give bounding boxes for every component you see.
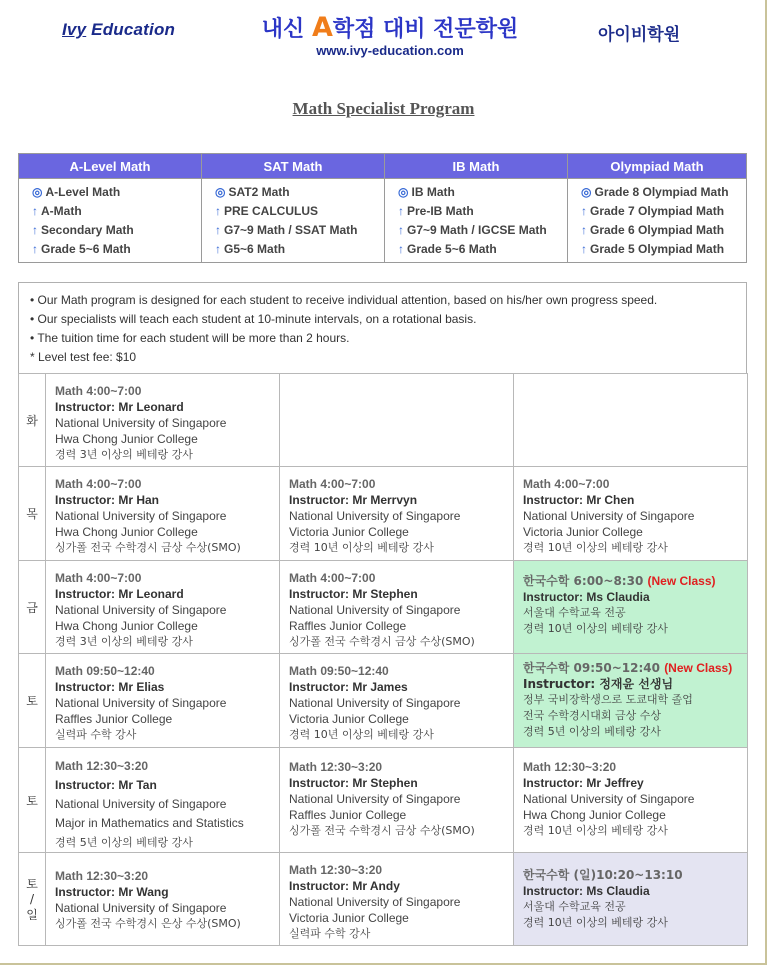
instructor-detail: 전국 수학경시대회 금상 수상 bbox=[523, 709, 662, 722]
instructor-detail: Hwa Chong Junior College bbox=[523, 808, 666, 822]
class-time: Math 09:50~12:40 bbox=[55, 664, 155, 678]
instructor-detail: 경력 5년 이상의 베테랑 강사 bbox=[55, 836, 193, 849]
class-time: 한국수학 6:00~8:30 bbox=[523, 574, 648, 588]
logo-education-text: Education bbox=[86, 20, 176, 39]
instructor-name: Instructor: Ms Claudia bbox=[523, 590, 650, 604]
level-item-label: Grade 5 Olympiad Math bbox=[590, 242, 725, 256]
instructor-detail: 실력파 수학 강사 bbox=[289, 927, 371, 940]
level-item-label: Secondary Math bbox=[41, 223, 134, 237]
arrow-up-icon: ↑ bbox=[398, 223, 404, 237]
instructor-detail: National University of Singapore bbox=[55, 696, 227, 710]
headline-a-grade: A bbox=[311, 12, 333, 43]
instructor-name: Instructor: Mr Merrvyn bbox=[289, 493, 418, 507]
levels-header-ib: IB Math bbox=[385, 154, 568, 179]
logo-ivy-text: Ivy bbox=[62, 20, 87, 39]
arrow-up-icon: ↑ bbox=[215, 204, 221, 218]
class-cell bbox=[280, 467, 514, 561]
instructor-detail: National University of Singapore bbox=[55, 797, 227, 811]
instructor-name: Instructor: Ms Claudia bbox=[523, 884, 650, 898]
class-cell bbox=[46, 561, 280, 654]
class-time: Math 4:00~7:00 bbox=[289, 571, 376, 585]
levels-header-row bbox=[19, 154, 747, 179]
instructor-detail: Hwa Chong Junior College bbox=[55, 619, 198, 633]
level-item bbox=[398, 221, 567, 240]
day-label bbox=[19, 853, 46, 946]
levels-header-olympiad: Olympiad Math bbox=[568, 154, 747, 179]
instructor-detail: National University of Singapore bbox=[289, 603, 461, 617]
level-item bbox=[581, 202, 746, 221]
instructor-detail: National University of Singapore bbox=[55, 901, 227, 915]
instructor-detail: 싱가폴 전국 수학경시 금상 수상(SMO) bbox=[289, 824, 475, 837]
instructor-detail: Victoria Junior College bbox=[289, 911, 409, 925]
day-label: 토 bbox=[19, 748, 46, 853]
arrow-up-icon: ↑ bbox=[215, 223, 221, 237]
level-item bbox=[581, 221, 746, 240]
instructor-detail: 경력 10년 이상의 베테랑 강사 bbox=[523, 916, 668, 929]
instructor-detail: 경력 3년 이상의 베테랑 강사 bbox=[55, 635, 193, 648]
day-label: 토 bbox=[19, 654, 46, 748]
instructor-detail: Hwa Chong Junior College bbox=[55, 432, 198, 446]
arrow-up-icon: ↑ bbox=[398, 242, 404, 256]
instructor-detail: National University of Singapore bbox=[289, 895, 461, 909]
day-label-sun: 일 bbox=[26, 908, 38, 922]
class-time: Math 4:00~7:00 bbox=[289, 477, 376, 491]
class-time: Math 12:30~3:20 bbox=[289, 760, 383, 774]
level-item bbox=[215, 221, 384, 240]
level-item-label: A-Math bbox=[41, 204, 82, 218]
new-class-badge: (New Class) bbox=[664, 661, 733, 675]
schedule-row bbox=[19, 654, 748, 748]
instructor-detail: 실력파 수학 강사 bbox=[55, 728, 137, 741]
level-item-label: SAT2 Math bbox=[228, 185, 290, 199]
arrow-up-icon: ↑ bbox=[215, 242, 221, 256]
level-test-fee: * Level test fee: $10 bbox=[30, 350, 137, 364]
instructor-detail: Raffles Junior College bbox=[55, 712, 173, 726]
instructor-name: Instructor: Mr Stephen bbox=[289, 776, 418, 790]
level-item bbox=[32, 183, 201, 202]
class-cell bbox=[46, 853, 280, 946]
level-item bbox=[32, 240, 201, 259]
level-item bbox=[215, 240, 384, 259]
level-item-label: G7~9 Math / IGCSE Math bbox=[407, 223, 547, 237]
day-label-slash: / bbox=[29, 892, 35, 906]
instructor-name: Instructor: Mr Elias bbox=[55, 680, 165, 694]
arrow-up-icon: ↑ bbox=[32, 223, 38, 237]
level-item-label: Grade 8 Olympiad Math bbox=[594, 185, 729, 199]
instructor-name: Instructor: Mr Andy bbox=[289, 879, 400, 893]
program-levels-table bbox=[18, 153, 747, 263]
level-item-label: Pre-IB Math bbox=[407, 204, 474, 218]
level-item-label: A-Level Math bbox=[45, 185, 121, 199]
note-line: • The tuition time for each student will be more than 2 hours. bbox=[30, 331, 350, 345]
level-item-label: Grade 5~6 Math bbox=[41, 242, 131, 256]
target-icon: ◎ bbox=[32, 185, 43, 199]
class-cell bbox=[514, 467, 748, 561]
level-item bbox=[215, 202, 384, 221]
page-title: Math Specialist Program bbox=[292, 99, 475, 118]
schedule-row bbox=[19, 561, 748, 654]
levels-col-olympiad bbox=[568, 179, 747, 263]
instructor-name: Instructor: Mr James bbox=[289, 680, 408, 694]
instructor-detail: National University of Singapore bbox=[289, 696, 461, 710]
class-cell bbox=[280, 654, 514, 748]
instructor-name: Instructor: Mr Wang bbox=[55, 885, 169, 899]
korean-class-cell bbox=[514, 561, 748, 654]
level-item-label: Grade 5~6 Math bbox=[407, 242, 497, 256]
class-time: Math 4:00~7:00 bbox=[55, 571, 142, 585]
target-icon: ◎ bbox=[398, 185, 409, 199]
schedule-row bbox=[19, 374, 748, 467]
level-item-label: PRE CALCULUS bbox=[224, 204, 319, 218]
instructor-detail: National University of Singapore bbox=[523, 509, 695, 523]
instructor-detail: 경력 10년 이상의 베테랑 강사 bbox=[523, 541, 668, 554]
level-item bbox=[398, 240, 567, 259]
level-item-label: G7~9 Math / SSAT Math bbox=[224, 223, 358, 237]
instructor-name: Instructor: 정재윤 선생님 bbox=[523, 677, 674, 691]
instructor-detail: 정부 국비장학생으로 도쿄대학 졸업 bbox=[523, 693, 693, 706]
class-time-line bbox=[523, 660, 747, 676]
levels-col-ib bbox=[385, 179, 568, 263]
arrow-up-icon: ↑ bbox=[581, 242, 587, 256]
target-icon: ◎ bbox=[581, 185, 592, 199]
instructor-detail: 싱가폴 전국 수학경시 은상 수상(SMO) bbox=[55, 917, 241, 930]
arrow-up-icon: ↑ bbox=[581, 204, 587, 218]
level-item bbox=[32, 202, 201, 221]
class-cell bbox=[46, 748, 280, 853]
level-item-label: IB Math bbox=[411, 185, 455, 199]
empty-cell bbox=[514, 374, 748, 467]
instructor-detail: 경력 3년 이상의 베테랑 강사 bbox=[55, 448, 193, 461]
instructor-detail: 경력 10년 이상의 베테랑 강사 bbox=[523, 824, 668, 837]
instructor-detail: 경력 10년 이상의 베테랑 강사 bbox=[289, 728, 434, 741]
level-item bbox=[32, 221, 201, 240]
site-headline bbox=[230, 12, 550, 43]
korean-class-cell bbox=[514, 853, 748, 946]
class-time: Math 12:30~3:20 bbox=[55, 759, 149, 773]
instructor-detail: National University of Singapore bbox=[289, 509, 461, 523]
program-notes bbox=[18, 282, 747, 374]
day-label-sat: 토 bbox=[26, 877, 38, 891]
instructor-detail: Raffles Junior College bbox=[289, 808, 407, 822]
day-label: 목 bbox=[19, 467, 46, 561]
instructor-name: Instructor: Mr Tan bbox=[55, 778, 157, 792]
levels-col-sat bbox=[202, 179, 385, 263]
level-item-label: Grade 7 Olympiad Math bbox=[590, 204, 725, 218]
schedule-row bbox=[19, 467, 748, 561]
arrow-up-icon: ↑ bbox=[398, 204, 404, 218]
class-cell bbox=[46, 654, 280, 748]
levels-col-alevel bbox=[19, 179, 202, 263]
headline-post: 학점 대비 전문학원 bbox=[332, 17, 519, 42]
levels-header-sat: SAT Math bbox=[202, 154, 385, 179]
instructor-detail: Major in Mathematics and Statistics bbox=[55, 816, 244, 830]
instructor-detail: National University of Singapore bbox=[55, 416, 227, 430]
instructor-detail: 경력 10년 이상의 베테랑 강사 bbox=[523, 622, 668, 635]
instructor-detail: 싱가폴 전국 수학경시 금상 수상(SMO) bbox=[55, 541, 241, 554]
class-time: Math 09:50~12:40 bbox=[289, 664, 389, 678]
class-time: Math 4:00~7:00 bbox=[55, 477, 142, 491]
class-cell bbox=[46, 374, 280, 467]
site-url-link[interactable]: www.ivy-education.com bbox=[316, 43, 464, 58]
note-line: • Our Math program is designed for each student to receive individual attention, based on his/her own progress speed. bbox=[30, 293, 658, 307]
schedule-row bbox=[19, 748, 748, 853]
ivy-academy-logo[interactable]: 아이비학원 bbox=[598, 25, 681, 45]
level-item bbox=[581, 183, 746, 202]
instructor-name: Instructor: Mr Leonard bbox=[55, 400, 184, 414]
instructor-detail: 서울대 수학교육 전공 bbox=[523, 606, 626, 619]
instructor-detail: 싱가폴 전국 수학경시 금상 수상(SMO) bbox=[289, 635, 475, 648]
class-time: Math 4:00~7:00 bbox=[523, 477, 610, 491]
instructor-detail: Victoria Junior College bbox=[289, 525, 409, 539]
class-time: Math 4:00~7:00 bbox=[55, 384, 142, 398]
korean-class-cell bbox=[514, 654, 748, 748]
level-item bbox=[398, 202, 567, 221]
level-item-label: G5~6 Math bbox=[224, 242, 286, 256]
instructor-name: Instructor: Mr Jeffrey bbox=[523, 776, 644, 790]
class-time: Math 12:30~3:20 bbox=[523, 760, 617, 774]
instructor-detail: Victoria Junior College bbox=[523, 525, 643, 539]
day-label: 금 bbox=[19, 561, 46, 654]
class-cell bbox=[280, 748, 514, 853]
arrow-up-icon: ↑ bbox=[581, 223, 587, 237]
class-time: 한국수학 (일)10:20~13:10 bbox=[523, 868, 683, 882]
level-item bbox=[398, 183, 567, 202]
empty-cell bbox=[280, 374, 514, 467]
day-label: 화 bbox=[19, 374, 46, 467]
ivy-education-logo[interactable] bbox=[62, 20, 175, 40]
class-cell bbox=[514, 748, 748, 853]
arrow-up-icon: ↑ bbox=[32, 204, 38, 218]
level-item-label: Grade 6 Olympiad Math bbox=[590, 223, 725, 237]
target-icon: ◎ bbox=[215, 185, 226, 199]
instructor-detail: National University of Singapore bbox=[55, 603, 227, 617]
note-line: • Our specialists will teach each student at 10-minute intervals, on a rotational basis. bbox=[30, 312, 477, 326]
instructor-name: Instructor: Mr Han bbox=[55, 493, 160, 507]
class-cell bbox=[280, 561, 514, 654]
instructor-detail: National University of Singapore bbox=[55, 509, 227, 523]
instructor-detail: Hwa Chong Junior College bbox=[55, 525, 198, 539]
class-time: Math 12:30~3:20 bbox=[55, 869, 149, 883]
instructor-detail: 경력 10년 이상의 베테랑 강사 bbox=[289, 541, 434, 554]
class-time: 한국수학 09:50~12:40 bbox=[523, 661, 665, 675]
instructor-detail: Victoria Junior College bbox=[289, 712, 409, 726]
levels-header-alevel: A-Level Math bbox=[19, 154, 202, 179]
instructor-name: Instructor: Mr Stephen bbox=[289, 587, 418, 601]
level-item bbox=[581, 240, 746, 259]
class-time-line bbox=[523, 573, 747, 589]
class-time: Math 12:30~3:20 bbox=[289, 863, 383, 877]
instructor-name: Instructor: Mr Chen bbox=[523, 493, 635, 507]
instructor-detail: 서울대 수학교육 전공 bbox=[523, 900, 626, 913]
class-cell bbox=[280, 853, 514, 946]
class-schedule-table bbox=[18, 373, 748, 946]
instructor-detail: National University of Singapore bbox=[289, 792, 461, 806]
instructor-detail: 경력 5년 이상의 베테랑 강사 bbox=[523, 725, 661, 738]
instructor-detail: Raffles Junior College bbox=[289, 619, 407, 633]
headline-pre: 내신 bbox=[261, 17, 312, 42]
instructor-detail: National University of Singapore bbox=[523, 792, 695, 806]
instructor-name: Instructor: Mr Leonard bbox=[55, 587, 184, 601]
class-cell bbox=[46, 467, 280, 561]
level-item bbox=[215, 183, 384, 202]
levels-body-row bbox=[19, 179, 747, 263]
new-class-badge: (New Class) bbox=[647, 574, 716, 588]
schedule-row bbox=[19, 853, 748, 946]
arrow-up-icon: ↑ bbox=[32, 242, 38, 256]
